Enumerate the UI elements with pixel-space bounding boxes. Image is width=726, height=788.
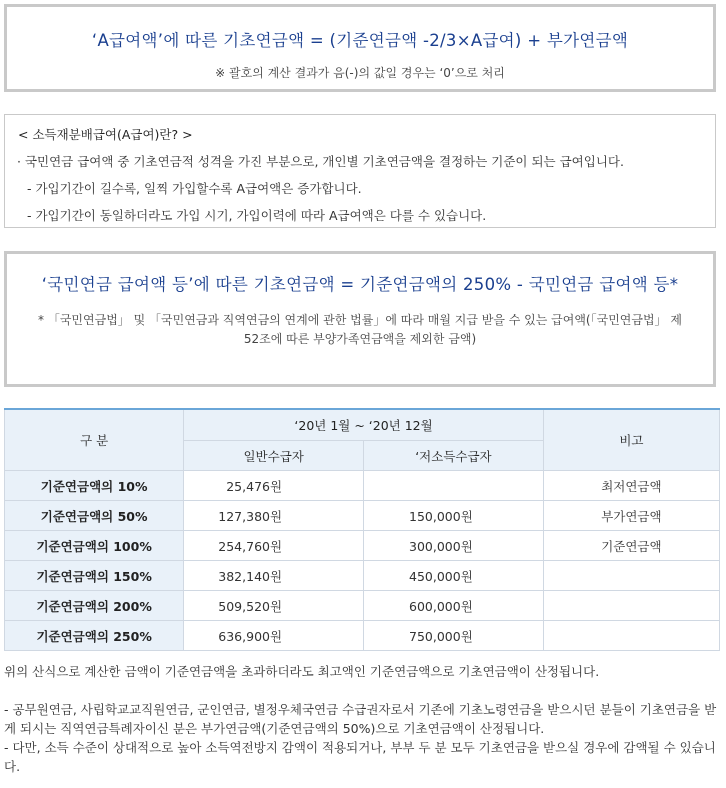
row-label: 기준연금액의 100% <box>5 531 184 561</box>
table-row <box>5 591 720 621</box>
footer-note-2: - 공무원연금, 사립학교교직원연금, 군인연금, 별정우체국연금 수급권자로서 기존에 기초노령연금을 받으시던 분들이 기초연금을 받게 되시는 직역연금특례자이신 분은 부가연금액(기준연금액의 50%)으로 기초연금액이 산정됩니다. <box>4 702 717 736</box>
row-label: 기준연금액의 250% <box>5 621 184 651</box>
general-amount: 127,380원 <box>184 501 364 531</box>
footer-note-1: 위의 산식으로 계산한 금액이 기준연금액을 초과하더라도 최고액인 기준연금액으로 기초연금액이 산정됩니다. <box>4 664 600 679</box>
low-income-amount <box>364 471 544 501</box>
header-category: 구 분 <box>5 409 184 471</box>
header-period: ‘20년 1월 ~ ‘20년 12월 <box>184 409 543 441</box>
general-amount: 509,520원 <box>184 591 364 621</box>
formula-box-pension <box>4 251 716 387</box>
formula-note: ※ 괄호의 계산 결과가 음(-)의 값일 경우는 ‘0’으로 처리 <box>215 66 505 80</box>
remark: 기준연금액 <box>543 531 719 561</box>
footer-note-3: - 다만, 소득 수준이 상대적으로 높아 소득역전방지 감액이 적용되거나, 부부 두 분 모두 기초연금을 받으실 경우에 감액될 수 있습니다. <box>4 740 716 774</box>
explanation-sub-2: - 가입기간이 동일하더라도 가입 시기, 가입이력에 따라 A급여액은 다를 수 있습니다. <box>27 208 487 223</box>
row-label: 기준연금액의 10% <box>5 471 184 501</box>
general-amount: 25,476원 <box>184 471 364 501</box>
formula-box-a-benefit <box>4 4 716 92</box>
explanation-line: · 국민연금 급여액 중 기초연금적 성격을 가진 부분으로, 개인별 기초연금액을 결정하는 기준이 되는 급여입니다. <box>17 154 624 169</box>
general-amount: 636,900원 <box>184 621 364 651</box>
row-label: 기준연금액의 50% <box>5 501 184 531</box>
low-income-amount: 450,000원 <box>364 561 544 591</box>
footer-notes <box>4 700 720 776</box>
table-row <box>5 531 720 561</box>
remark: 최저연금액 <box>543 471 719 501</box>
header-low-income: ‘저소득수급자 <box>364 441 544 471</box>
low-income-amount: 600,000원 <box>364 591 544 621</box>
explanation-sub-1: - 가입기간이 길수록, 일찍 가입할수록 A급여액은 증가합니다. <box>27 181 362 196</box>
a-benefit-explanation-box <box>4 114 716 228</box>
header-remark: 비고 <box>543 409 719 471</box>
row-label: 기준연금액의 200% <box>5 591 184 621</box>
low-income-amount: 150,000원 <box>364 501 544 531</box>
explanation-title: < 소득재분배급여(A급여)란? > <box>18 127 193 142</box>
table-row <box>5 621 720 651</box>
remark <box>543 621 719 651</box>
remark: 부가연금액 <box>543 501 719 531</box>
general-amount: 254,760원 <box>184 531 364 561</box>
pension-amount-table <box>4 408 720 651</box>
table-row <box>5 471 720 501</box>
pension-note: * 「국민연금법」 및 「국민연금과 직역연금의 연계에 관한 법률」에 따라 매월 지급 받을 수 있는 급여액(「국민연금법」 제52조에 따른 부양가족연금액을 제외한 금액) <box>38 313 682 346</box>
row-label: 기준연금액의 150% <box>5 561 184 591</box>
remark <box>543 561 719 591</box>
table-row <box>5 561 720 591</box>
formula-a-benefit: ‘A급여액’에 따른 기초연금액 = (기준연금액 -2/3×A급여) + 부가연금액 <box>91 31 629 50</box>
header-general: 일반수급자 <box>184 441 364 471</box>
low-income-amount: 300,000원 <box>364 531 544 561</box>
low-income-amount: 750,000원 <box>364 621 544 651</box>
general-amount: 382,140원 <box>184 561 364 591</box>
remark <box>543 591 719 621</box>
formula-pension: ‘국민연금 급여액 등’에 따른 기초연금액 = 기준연금액의 250% - 국민연금 급여액 등* <box>41 275 679 294</box>
table-row <box>5 501 720 531</box>
